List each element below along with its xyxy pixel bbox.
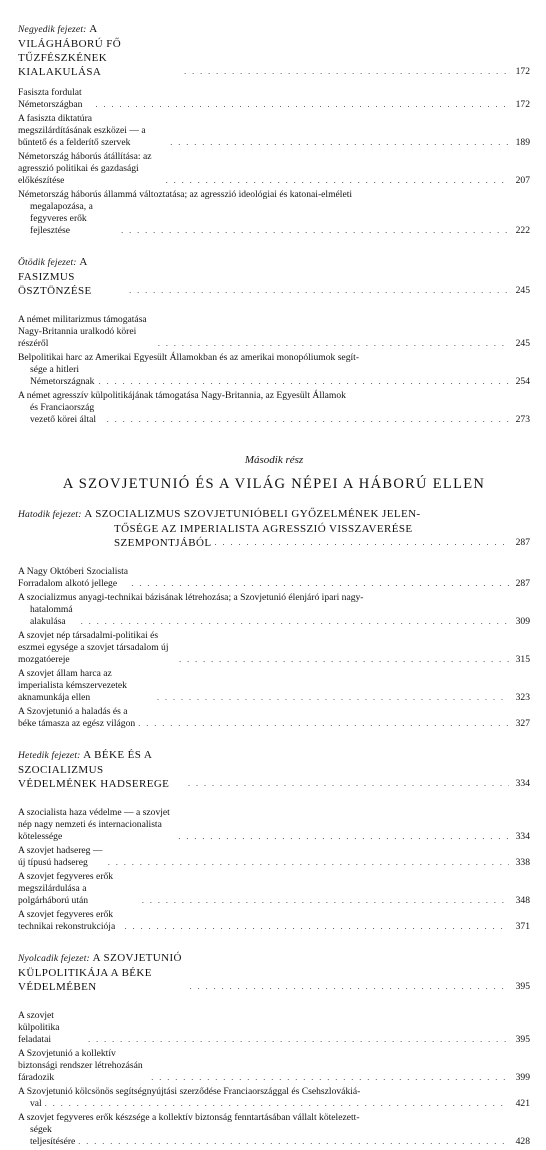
part-title: A SZOVJETUNIÓ ÉS A VILÁG NÉPEI A HÁBORÚ ELLEN: [62, 476, 486, 492]
toc-entry-text: A Szovjetunió kölcsönös segítségnyújtási szerződése Franciaországgal és Csehszlovákiá-: [18, 1086, 361, 1097]
page-number: 207: [515, 175, 530, 186]
chapter-label: Hetedik fejezet:: [18, 751, 81, 761]
chapter-label: Nyolcadik fejezet:: [18, 954, 90, 964]
page-number: 172: [515, 99, 530, 110]
chapter-entries: [18, 314, 530, 426]
chapter-title: A VILÁGHÁBORÚ FŐ TŰZFÉSZKÉNEK KIALAKULÁSA: [18, 23, 122, 78]
toc-entry-text: A szovjet fegyveres erők megszilárdulása a polgárháború után: [18, 871, 114, 906]
page-number: 254: [515, 376, 530, 387]
toc-entry-text: A szovjet fegyveres erők technikai rekonstrukciója: [18, 909, 116, 932]
page-number: 348: [515, 895, 530, 906]
page-number: 399: [515, 1072, 530, 1083]
toc-entry-continuation: ségek teljesítésére: [30, 1124, 76, 1147]
toc-entry-continuation: hatalommá alakulása: [30, 604, 73, 627]
page-number: 245: [515, 285, 530, 296]
toc-entry: [18, 871, 530, 907]
page-number: 287: [515, 578, 530, 589]
chapter-heading: [18, 748, 530, 791]
toc-entry: [18, 1112, 530, 1148]
toc-entry-text: A német militarizmus támogatása Nagy-Britannia uralkodó körei részéről: [18, 314, 147, 349]
chapter-label: Negyedik fejezet:: [18, 25, 87, 35]
page-number: 428: [515, 1136, 530, 1147]
chapter-title: A FASIZMUS ÖSZTÖNZÉSE: [18, 256, 92, 297]
chapter-title: A SZOVJETUNIÓ KÜLPOLITIKÁJA A BÉKE VÉDELMÉBEN: [18, 952, 182, 993]
toc-entry: [18, 566, 530, 590]
page-number: 222: [515, 225, 530, 236]
page-number: 371: [515, 921, 530, 932]
toc-entry: [18, 630, 530, 666]
toc-entry-continuation: és Franciaország vezető körei által: [30, 402, 97, 425]
toc-entry-text: A Szovjetunió a haladás és a béke támasza az egész világon: [18, 706, 136, 729]
toc-entry-text: Németország háborús állammá változtatása; az agresszió ideológiai és katonai-elméleti: [18, 189, 353, 200]
chapter-label: Hatodik fejezet:: [18, 510, 82, 520]
page-number: 334: [515, 831, 530, 842]
page-number: 287: [515, 537, 530, 548]
toc-entry-text: Belpolitikai harc az Amerikai Egyesült Államokban és az amerikai monopóliumok segít-: [18, 352, 360, 363]
chapter-heading: [18, 507, 530, 550]
page-number: 309: [515, 616, 530, 627]
chapter-title-line2: TŐSÉGE AZ IMPERIALISTA AGRESSZIÓ VISSZAVERÉSE: [114, 523, 413, 535]
chapter-heading: [18, 22, 530, 79]
toc-entry-text: A szovjet fegyveres erők készsége a kollektív biztonság fenntartásában vállalt kötelezett-: [18, 1112, 360, 1123]
toc-entry: [18, 352, 530, 388]
toc-entry: [18, 189, 530, 237]
toc-entry-text: A szovjet állam harca az imperialista kémszervezetek aknamunkája ellen: [18, 668, 127, 703]
toc-entry-text: A szocialista haza védelme — a szovjet nép nagy nemzeti és internacionalista kötelessége: [18, 807, 170, 842]
chapter-entries: [18, 1010, 530, 1148]
toc-entry-text: A szovjet hadsereg — új típusú hadsereg: [18, 845, 103, 868]
toc-entry: [18, 1048, 530, 1084]
toc-entry: [18, 909, 530, 933]
chapter-entries: [18, 566, 530, 730]
toc-entry-text: A Nagy Októberi Szocialista Forradalom alkotó jellege: [18, 566, 129, 589]
toc-entry: [18, 592, 530, 628]
toc-entry: [18, 1086, 530, 1110]
page-number: 395: [515, 981, 530, 992]
toc-entry: [18, 87, 530, 111]
toc-entry-text: A Szovjetunió a kollektív biztonsági rendszer létrehozásán fáradozik: [18, 1048, 143, 1083]
page-number: 327: [515, 718, 530, 729]
chapter-title-line3: SZEMPONTJÁBÓL: [114, 537, 212, 549]
page-number: 245: [515, 338, 530, 349]
toc-entry-text: A szovjet nép társadalmi-politikai és eszmei egysége a szovjet társadalom új mozgatóereje: [18, 630, 169, 665]
page-number: 323: [515, 692, 530, 703]
page-number: 338: [515, 857, 530, 868]
toc-entry-continuation: megalapozása, a fegyveres erők fejlesztése: [30, 201, 93, 236]
toc-entry-text: A fasiszta diktatúra megszilárdításának eszközei — a bűntető és a felderítő szervek: [18, 113, 146, 148]
chapter-entries: [18, 807, 530, 933]
page-number: 421: [515, 1098, 530, 1109]
page-number: 189: [515, 137, 530, 148]
chapter-title: A BÉKE ÉS A SZOCIALIZMUS VÉDELMÉNEK HADSEREGE: [18, 749, 170, 790]
toc-entry: [18, 113, 530, 149]
chapter-heading: [18, 951, 530, 994]
chapter-title: A SZOCIALIZMUS SZOVJETUNIÓBELI GYŐZELMÉNEK JELEN-: [84, 508, 421, 520]
toc-entry-text: A német agresszív külpolitikájának támogatása Nagy-Britannia, az Egyesült Államok: [18, 390, 346, 401]
toc-entry-text: Németország háborús átállítása: az agresszió politikai és gazdasági előkészítése: [18, 151, 152, 186]
toc-entry-continuation: sége a hitleri Németországnak: [30, 364, 95, 387]
page-number: 395: [515, 1034, 530, 1045]
toc-entry-text: Fasiszta fordulat Németországban: [18, 87, 83, 110]
toc-entry-text: A szocializmus anyagi-technikai bázisának létrehozása; a Szovjetunió élenjáró ipari nagy-: [18, 592, 364, 603]
toc-entry: [18, 314, 530, 350]
chapter-heading: [18, 255, 530, 298]
toc-entry: [18, 1010, 530, 1046]
table-of-contents: [18, 22, 530, 1150]
toc-entry: [18, 151, 530, 187]
page-number: 172: [515, 66, 530, 77]
page-number: 334: [515, 778, 530, 789]
toc-entry-continuation: val: [30, 1098, 42, 1109]
toc-entry: [18, 845, 530, 869]
page-number: 315: [515, 654, 530, 665]
toc-entry-text: A szovjet külpolitika feladatai: [18, 1010, 60, 1045]
part-label: Második rész: [244, 454, 304, 466]
chapter-label: Ötödik fejezet:: [18, 258, 77, 268]
page-number: 273: [515, 414, 530, 425]
toc-entry: [18, 668, 530, 704]
chapter-entries: [18, 87, 530, 237]
toc-entry: [18, 807, 530, 843]
toc-entry: [18, 390, 530, 426]
toc-entry: [18, 706, 530, 730]
